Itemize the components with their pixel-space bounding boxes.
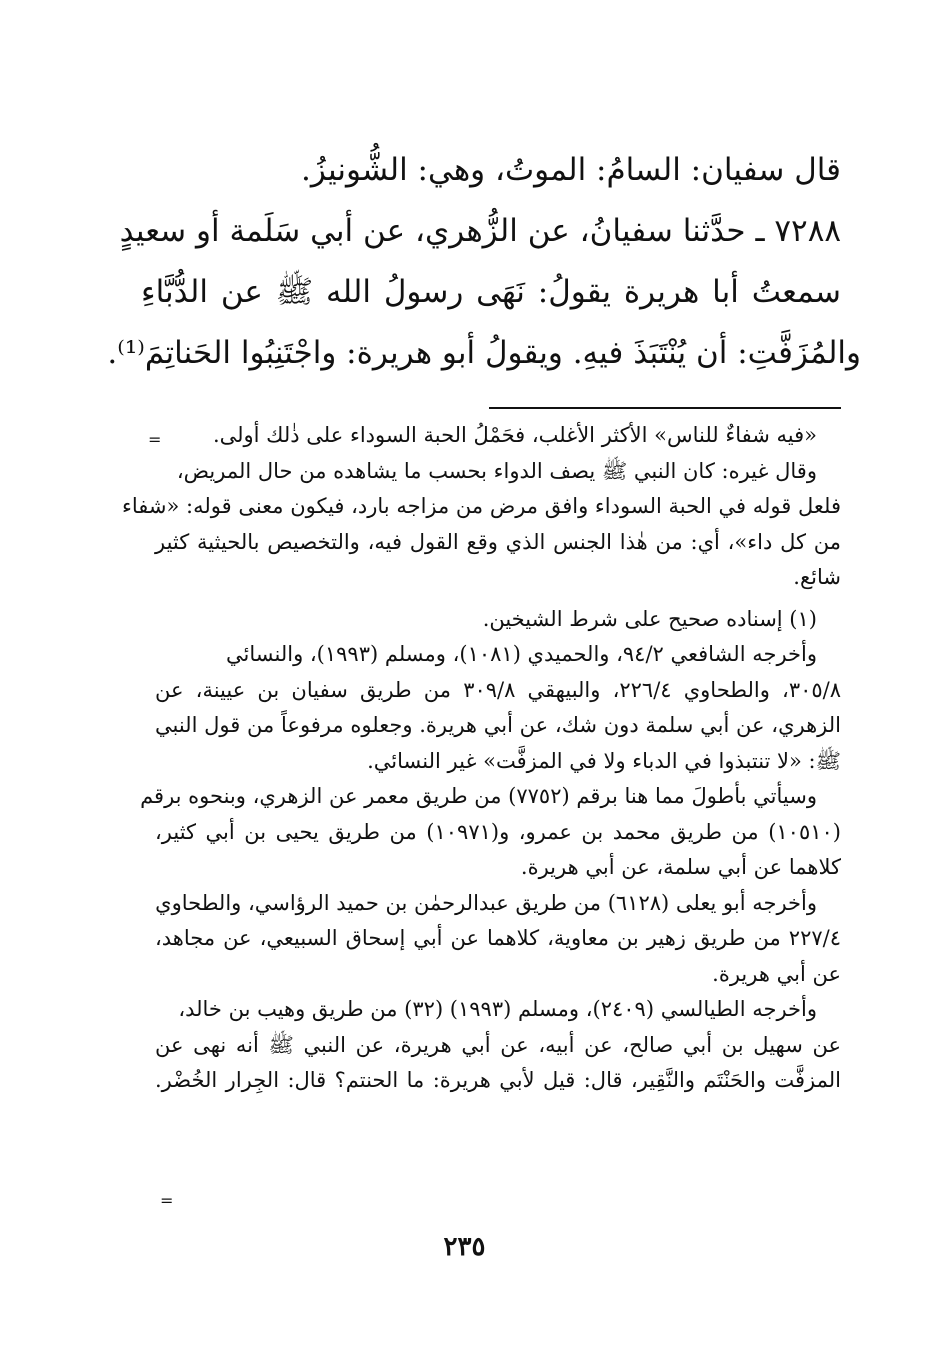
main-text-line: سمعتُ أبا هريرة يقولُ: نَهَى رسولُ الله ﷺ عن الدُّبَّاءِ bbox=[141, 274, 841, 310]
hadith-main-text bbox=[107, 140, 861, 384]
footnote-line: وسيأتي بأطولَ مما هنا برقم (٧٧٥٢) من طريق معمر عن الزهري، وبنحوه برقم bbox=[140, 784, 817, 808]
main-text-line: والمُزَفَّتِ: أن يُنْتَبَذَ فيهِ. ويقولُ أبو هريرة: واجْتَنِبُوا الحَناتِمَ⁽¹⁾. bbox=[107, 335, 861, 371]
main-text-line: ٧٢٨٨ ـ حدَّثنا سفيانُ، عن الزُّهري، عن أبي سَلَمة أو سعيدٍ bbox=[119, 213, 841, 249]
continuation-mark: = bbox=[160, 1191, 174, 1210]
footnote-line: «فيه شفاءٌ للناس» الأكثر الأغلب، فحَمْلُ الحبة السوداء على ذٰلك أولى. bbox=[212, 423, 817, 447]
footnote-line: وأخرجه الطيالسي (٢٤٠٩)، ومسلم (١٩٩٣) (٣٢) من طريق وهيب بن خالد، bbox=[178, 997, 817, 1021]
footnote-line: الزهري، عن أبي سلمة دون شك، عن أبي هريرة. وجعلوه مرفوعاً من قول النبي bbox=[155, 713, 841, 737]
footnote-separator bbox=[489, 407, 841, 409]
footnote-line: وأخرجه الشافعي ٩٤/٢، والحميدي (١٠٨١)، ومسلم (١٩٩٣)، والنسائي bbox=[226, 642, 817, 666]
footnote-line: وأخرجه أبو يعلى (٦١٢٨) من طريق عبدالرحمٰن بن حميد الرؤاسي، والطحاوي bbox=[155, 890, 817, 915]
footnote-line: ٣٠٥/٨، والطحاوي ٢٢٦/٤، والبيهقي ٣٠٩/٨ من طريق سفيان بن عيينة، عن bbox=[155, 677, 842, 702]
footnote-line: فلعل قوله في الحبة السوداء وافق مرض من مزاجه بارد، فيكون معنى قوله: «شفاء bbox=[122, 494, 841, 518]
main-text-line: قال سفيان: السامُ: الموتُ، وهي: الشُّونيزُ. bbox=[301, 152, 841, 188]
continuation-mark: = bbox=[148, 430, 162, 449]
footnote-line: ٢٢٧/٤ من طريق زهير بن معاوية، كلاهما عن أبي إسحاق السبيعي، عن مجاهد، bbox=[155, 926, 841, 950]
footnote-line: (١) إسناده صحيح على شرط الشيخين. bbox=[482, 606, 817, 631]
page-number: ٢٣٥ bbox=[443, 1232, 486, 1262]
footnote-line: وقال غيره: كان النبي ﷺ يصف الدواء بحسب ما يشاهده من حال المريض، bbox=[176, 458, 817, 483]
footnote-line: المزفَّت والحَنْتَم والنَّقِير، قال: قيل لأبي هريرة: ما الحنتم؟ قال: الجِرار الخُضْر. bbox=[155, 1068, 841, 1092]
footnote-line: من كل داء»، أي: من هٰذا الجنس الذي وقع القول فيه، والتخصيص بالحيثية كثير bbox=[155, 529, 841, 554]
footnote-line: (١٠٥١٠) من طريق محمد بن عمرو، و(١٠٩٧١) من طريق يحيى بن أبي كثير، bbox=[155, 819, 841, 844]
footnote-line: ﷺ: «لا تنتبذوا في الدباء ولا في المزفَّت» غير النسائي. bbox=[367, 748, 841, 773]
footnote-line: كلاهما عن أبي سلمة، عن أبي هريرة. bbox=[520, 855, 841, 879]
footnote-line: عن سهيل بن أبي صالح، عن أبيه، عن أبي هريرة، عن النبي ﷺ أنه نهى عن bbox=[155, 1032, 841, 1057]
footnote-line: شائع. bbox=[793, 565, 841, 589]
footnote-line: عن أبي هريرة. bbox=[712, 961, 841, 986]
footnotes bbox=[122, 418, 842, 1099]
